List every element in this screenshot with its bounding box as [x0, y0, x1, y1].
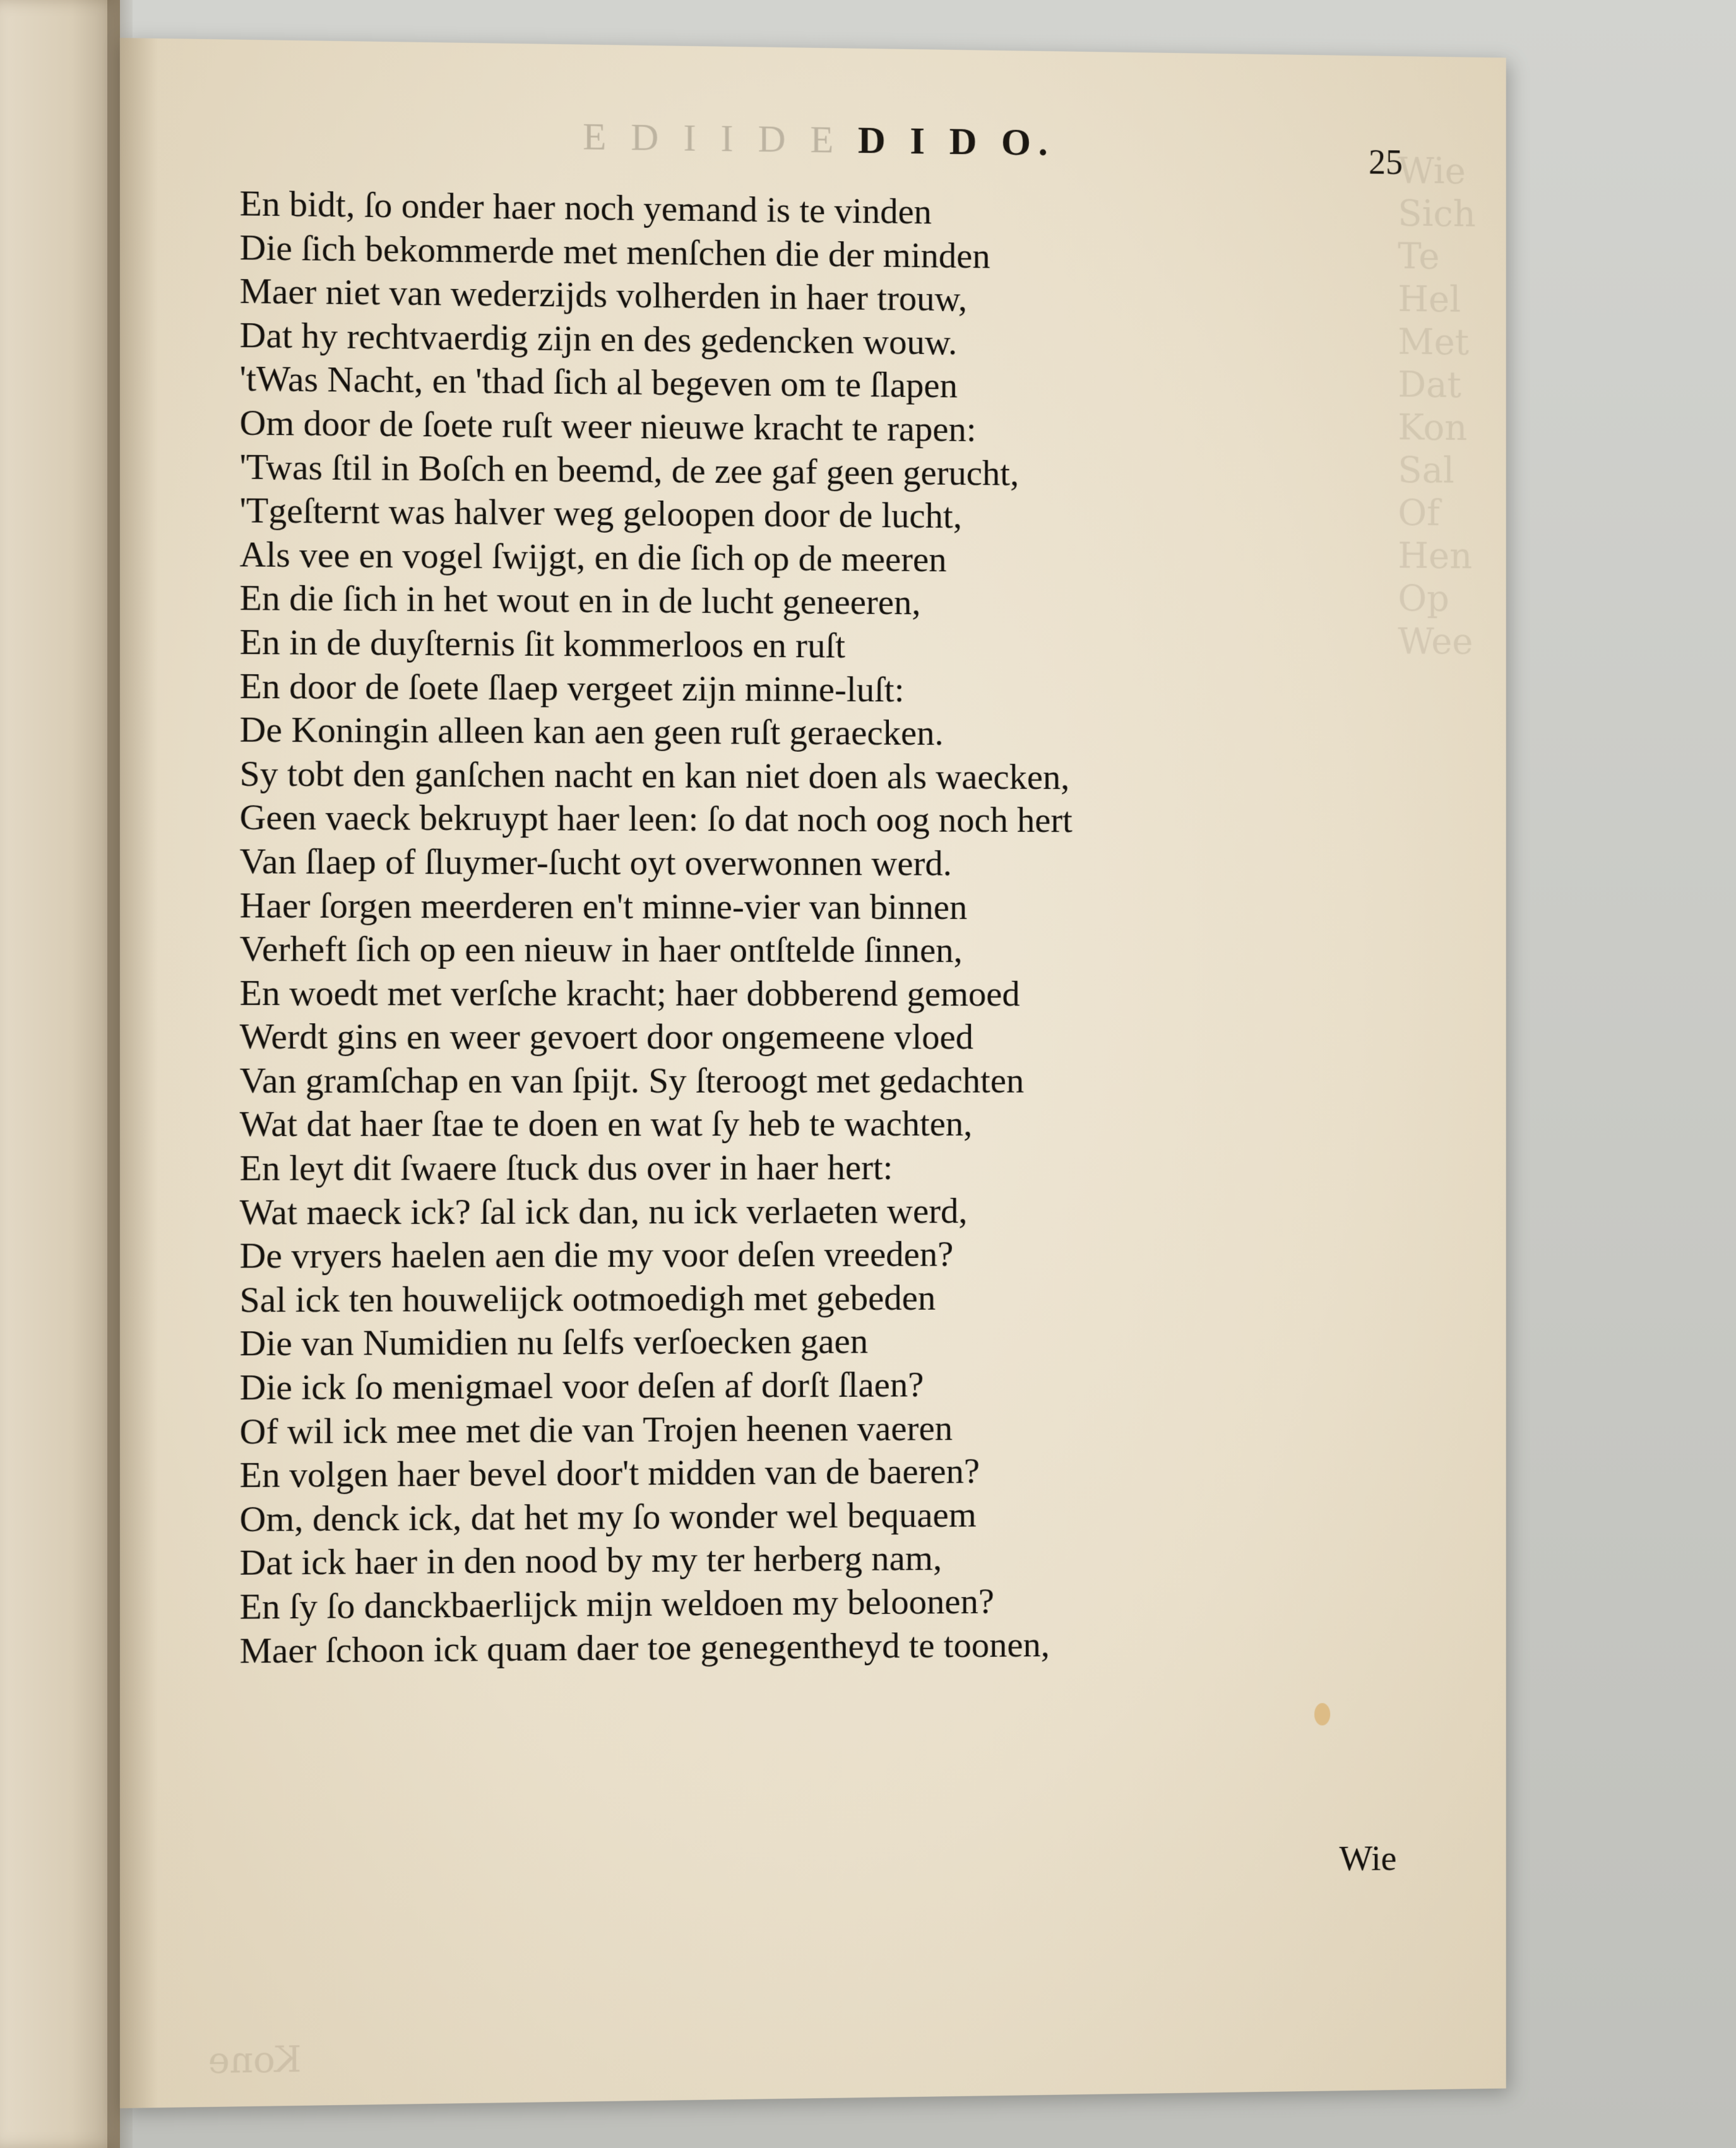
verse-line: Dat ick haer in den nood by my ter herberg nam,	[239, 1537, 942, 1584]
page-edge-shadow	[120, 38, 158, 2108]
verse-line: Maer ſchoon ick quam daer toe genegentheyd te toonen,	[239, 1623, 1050, 1671]
verse-line: En door de ſoete ſlaep vergeet zijn minne-luſt:	[239, 665, 905, 709]
verse-line: Sy tobt den ganſchen nacht en kan niet doen als waecken,	[239, 752, 1070, 797]
verse-line: Sal ick ten houwelijck ootmoedigh met gebeden	[239, 1277, 936, 1320]
show-through-footer: Kone	[208, 2038, 302, 2082]
verse-line: 'tWas Nacht, en 'thad ſich al begeven om te ſlapen	[239, 358, 958, 406]
verse-line: Haer ſorgen meerderen en't minne-vier van binnen	[239, 884, 968, 927]
paper-stain	[1314, 1703, 1330, 1726]
verse-line: En die ſich in het wout en in de lucht geneeren,	[239, 577, 921, 623]
running-head	[120, 109, 1506, 171]
book-page	[120, 38, 1506, 2108]
verse-line: Van gramſchap en van ſpijt. Sy ſteroogt met gedachten	[239, 1059, 1025, 1101]
verse-line: Werdt gins en weer gevoert door ongemeene vloed	[239, 1016, 974, 1057]
verse-text	[240, 181, 1488, 1672]
verse-line: En bidt, ſo onder haer noch yemand is te vinden	[239, 182, 932, 232]
verse-line: En leyt dit ſwaere ſtuck dus over in haer hert:	[239, 1146, 893, 1189]
verse-line: 'Twas ſtil in Boſch en beemd, de zee gaf geen gerucht,	[239, 446, 1020, 494]
verse-line: En in de duyſternis ſit kommerloos en ruſt	[239, 621, 846, 666]
verse-line: Als vee en vogel ſwijgt, en die ſich op de meeren	[239, 533, 947, 579]
catchword: Wie	[1339, 1837, 1397, 1879]
verse-line: Wat dat haer ſtae te doen en wat ſy heb te wachten,	[239, 1103, 973, 1145]
verse-line: Van ſlaep of ſluymer-ſucht oyt overwonnen werd.	[239, 840, 952, 884]
verse-line: Die ick ſo menigmael voor deſen af dorſt ſlaen?	[239, 1363, 924, 1408]
verse-line: En ſy ſo danckbaerlijck mijn weldoen my beloonen?	[239, 1581, 995, 1627]
show-through-text: Wie Sich Te Hel Met Dat Kon Sal Of Hen Op Wee	[1398, 149, 1476, 663]
verse-line: De Koningin alleen kan aen geen ruſt geraecken.	[239, 709, 944, 753]
verse-line: Dat hy rechtvaerdig zijn en des gedencken wouw.	[239, 314, 958, 362]
previous-page-edge	[0, 0, 120, 2148]
verse-line: Verheft ſich op een nieuw in haer ontſtelde ſinnen,	[239, 928, 963, 971]
verse-line: Om door de ſoete ruſt weer nieuwe kracht te rapen:	[239, 401, 977, 449]
running-head-mirror: E D I I D E	[583, 115, 841, 162]
verse-line: En volgen haer bevel door't midden van de baeren?	[239, 1451, 980, 1496]
verse-line: Geen vaeck bekruypt haer leen: ſo dat noch oog noch hert	[239, 797, 1073, 841]
verse-line: Om, denck ick, dat het my ſo wonder wel bequaem	[239, 1493, 977, 1540]
verse-line: Wat maeck ick? ſal ick dan, nu ick verlaeten werd,	[239, 1190, 968, 1233]
verse-line: Die ſich bekommerde met menſchen die der minden	[239, 226, 990, 276]
page-number: 25	[1369, 143, 1403, 182]
verse-line: 'Tgeſternt was halver weg geloopen door de lucht,	[239, 489, 962, 537]
verse-line: Of wil ick mee met die van Trojen heenen vaeren	[239, 1407, 953, 1452]
verse-line: Die van Numidien nu ſelfs verſoecken gaen	[239, 1320, 869, 1364]
verse-line: Maer niet van wederzijds volherden in haer trouw,	[239, 270, 967, 319]
verse-line: En woedt met verſche kracht; haer dobberend gemoed	[239, 971, 1020, 1014]
running-head-title: D I D O.	[858, 119, 1055, 164]
verse-line: De vryers haelen aen die my voor deſen vreeden?	[239, 1233, 954, 1276]
